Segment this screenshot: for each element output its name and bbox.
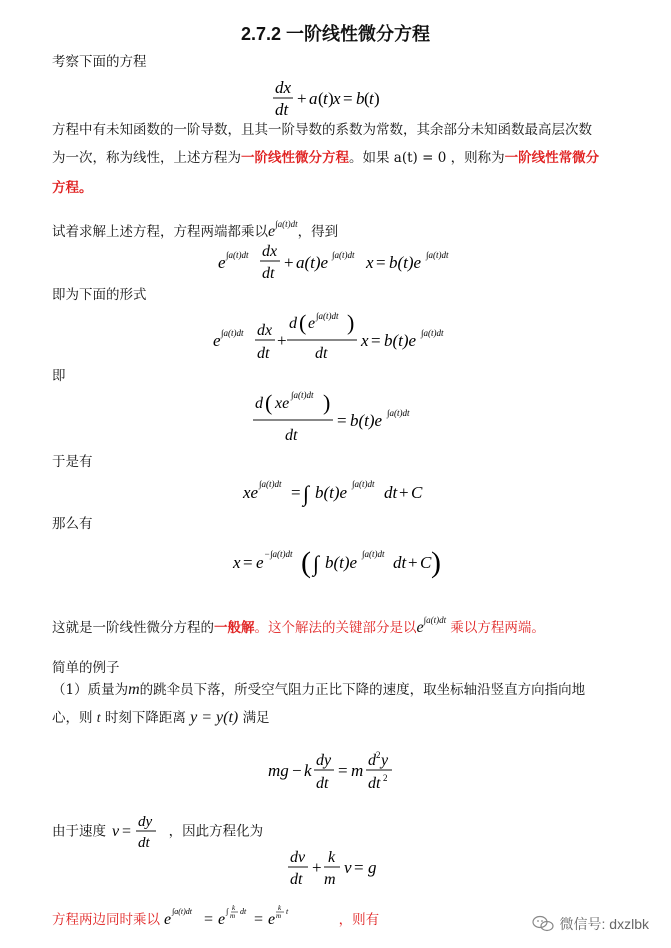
svg-text:(: ( bbox=[298, 310, 306, 335]
para1-text-c: 。如果 a(t) = 0 ，则称为 bbox=[349, 150, 505, 166]
equation-2 bbox=[0, 240, 671, 288]
concl-text-b: 。这个解法的关键部分是以 bbox=[254, 620, 417, 636]
para3: 即为下面的形式 bbox=[52, 287, 147, 303]
para5: 于是有 bbox=[52, 454, 93, 470]
svg-text:∫a(t)dt: ∫a(t)dt bbox=[420, 328, 443, 338]
svg-text:a(t)e: a(t)e bbox=[295, 253, 328, 272]
svg-text:dt: dt bbox=[367, 775, 380, 792]
speed-a: 由于速度 bbox=[52, 823, 106, 840]
svg-text:v: v bbox=[112, 823, 120, 840]
svg-text:d: d bbox=[288, 315, 297, 332]
svg-text:g: g bbox=[367, 858, 376, 877]
svg-text:dt: dt bbox=[138, 835, 150, 851]
para6: 那么有 bbox=[52, 516, 93, 532]
svg-text:b(t)e: b(t)e bbox=[314, 483, 347, 502]
svg-text:e: e bbox=[268, 911, 276, 928]
svg-text:e: e bbox=[164, 911, 172, 928]
svg-text:C: C bbox=[419, 553, 431, 572]
svg-text:=: = bbox=[336, 411, 347, 430]
concl-text-c: 乘以方程两端。 bbox=[450, 620, 545, 636]
svg-text:dv: dv bbox=[289, 849, 305, 866]
svg-text:∫a(t)dt: ∫a(t)dt bbox=[386, 408, 409, 418]
svg-text:d: d bbox=[254, 395, 263, 412]
ex1-a: （1）质量为 bbox=[52, 682, 129, 698]
para2-end: ，得到 bbox=[297, 224, 339, 240]
svg-text:t: t bbox=[368, 89, 374, 108]
equation-5 bbox=[0, 474, 671, 514]
speed-b: ，因此方程化为 bbox=[168, 823, 264, 840]
svg-text:=: = bbox=[370, 331, 381, 350]
svg-text:∫: ∫ bbox=[302, 481, 309, 506]
svg-text:dt: dt bbox=[289, 871, 302, 888]
svg-text:k: k bbox=[232, 904, 236, 912]
para1-text: 为一次，称为线性，上述方程为 bbox=[52, 150, 241, 166]
svg-text:=: = bbox=[375, 253, 386, 272]
example-line2 bbox=[52, 708, 270, 728]
svg-text:b(t)e: b(t)e bbox=[349, 411, 382, 430]
svg-text:xe: xe bbox=[274, 395, 289, 412]
svg-text:b: b bbox=[355, 89, 364, 108]
svg-text:dt: dt bbox=[383, 483, 397, 502]
svg-text:(: ( bbox=[264, 390, 272, 415]
svg-text:=: = bbox=[204, 911, 214, 928]
svg-text:): ) bbox=[430, 546, 441, 579]
svg-text:+: + bbox=[311, 858, 322, 877]
svg-text:2: 2 bbox=[382, 773, 387, 783]
svg-text:dt: dt bbox=[315, 775, 328, 792]
svg-text:dy: dy bbox=[315, 752, 331, 769]
term-const-end: 方程。 bbox=[52, 180, 93, 196]
svg-text:∫: ∫ bbox=[226, 907, 229, 916]
svg-text:∫a(t)dt: ∫a(t)dt bbox=[225, 250, 248, 260]
para2-text: 试着求解上述方程，方程两端都乘以 bbox=[52, 224, 268, 240]
math-m: m bbox=[128, 681, 140, 698]
svg-text:+: + bbox=[276, 331, 287, 350]
ex1-e: 满足 bbox=[242, 710, 270, 726]
svg-text:x: x bbox=[360, 331, 369, 350]
svg-text:dx: dx bbox=[261, 243, 277, 260]
last-b: ，则有 bbox=[338, 912, 380, 928]
svg-text:−: − bbox=[291, 761, 302, 780]
example-title: 简单的例子 bbox=[52, 660, 120, 676]
svg-text:dt: dt bbox=[284, 427, 297, 444]
svg-text:dt: dt bbox=[256, 345, 269, 362]
svg-text:=: = bbox=[353, 858, 364, 877]
svg-text:dt: dt bbox=[392, 553, 406, 572]
multiplier-formula bbox=[164, 902, 334, 932]
last-line bbox=[52, 902, 379, 932]
watermark-text: 微信号: dxzlbk bbox=[559, 916, 649, 932]
svg-text:dt: dt bbox=[314, 345, 327, 362]
example-line1 bbox=[52, 680, 585, 700]
svg-text:dx: dx bbox=[256, 322, 272, 339]
equation-8 bbox=[0, 846, 671, 894]
math-y: y = y(t) bbox=[190, 709, 239, 726]
svg-text:e: e bbox=[307, 315, 315, 332]
term-general-solution: 一般解 bbox=[214, 620, 255, 636]
svg-text:∫: ∫ bbox=[312, 551, 319, 576]
svg-text:x: x bbox=[332, 89, 341, 108]
svg-text:∫a(t)dt: ∫a(t)dt bbox=[315, 311, 338, 321]
equation-1 bbox=[0, 78, 671, 124]
svg-text:m: m bbox=[350, 761, 363, 780]
svg-text:k: k bbox=[327, 849, 335, 866]
intro-text: 考察下面的方程 bbox=[52, 54, 147, 70]
svg-text:+: + bbox=[398, 483, 409, 502]
svg-text:=: = bbox=[122, 823, 132, 840]
svg-text:(: ( bbox=[300, 546, 311, 579]
watermark bbox=[532, 914, 649, 934]
para4: 即 bbox=[52, 368, 66, 384]
concl-text-a: 这就是一阶线性微分方程的 bbox=[52, 620, 214, 636]
equation-4 bbox=[0, 386, 671, 452]
svg-text:C: C bbox=[410, 483, 422, 502]
svg-text:e: e bbox=[255, 553, 264, 572]
svg-text:−∫a(t)dt: −∫a(t)dt bbox=[263, 549, 293, 559]
svg-text:∫a(t)dt: ∫a(t)dt bbox=[290, 390, 313, 400]
svg-text:=: = bbox=[342, 89, 353, 108]
svg-text:=: = bbox=[290, 483, 301, 502]
svg-text:d: d bbox=[367, 752, 376, 769]
svg-text:m: m bbox=[323, 871, 336, 888]
svg-text:e: e bbox=[218, 911, 226, 928]
svg-text:dx: dx bbox=[274, 78, 291, 97]
svg-text:b(t)e: b(t)e bbox=[388, 253, 421, 272]
svg-text:): ) bbox=[346, 310, 354, 335]
svg-text:b(t)e: b(t)e bbox=[324, 553, 357, 572]
svg-text:+: + bbox=[407, 553, 418, 572]
svg-text:∫a(t)dt: ∫a(t)dt bbox=[351, 479, 374, 489]
svg-text:=: = bbox=[254, 911, 264, 928]
svg-text:m: m bbox=[230, 912, 236, 920]
svg-text:(: ( bbox=[317, 89, 324, 108]
svg-text:dy: dy bbox=[138, 814, 153, 830]
equation-7 bbox=[0, 748, 671, 798]
term-const: 一阶线性常微分 bbox=[504, 150, 600, 166]
svg-text:∫a(t)dt: ∫a(t)dt bbox=[172, 907, 193, 916]
conclusion: 这就是一阶线性微分方程的一般解。这个解法的关键部分是以$e^{\int a(t)dt}$ 乘以方程两端。 bbox=[52, 615, 545, 636]
equation-6 bbox=[0, 538, 671, 590]
svg-text:e: e bbox=[217, 253, 226, 272]
svg-text:): ) bbox=[327, 89, 334, 108]
svg-text:e: e bbox=[212, 331, 221, 350]
svg-text:2: 2 bbox=[375, 750, 380, 760]
svg-text:v: v bbox=[343, 858, 352, 877]
svg-text:k: k bbox=[303, 761, 312, 780]
svg-text:m: m bbox=[276, 912, 282, 920]
wechat-icon bbox=[532, 915, 554, 933]
svg-text:a: a bbox=[308, 89, 317, 108]
svg-text:t: t bbox=[322, 89, 328, 108]
para2: 试着求解上述方程，方程两端都乘以$e^{\int a(t)dt}$，得到 bbox=[52, 219, 339, 240]
svg-text:∫a(t)dt: ∫a(t)dt bbox=[425, 250, 448, 260]
svg-text:∫a(t)dt: ∫a(t)dt bbox=[258, 479, 281, 489]
svg-text:y: y bbox=[380, 752, 388, 769]
math-t: t bbox=[96, 710, 101, 725]
svg-text:=: = bbox=[242, 553, 253, 572]
svg-text:(: ( bbox=[363, 89, 370, 108]
svg-text:xe: xe bbox=[242, 483, 258, 502]
svg-text:x: x bbox=[232, 553, 241, 572]
term-linear: 一阶线性微分方程 bbox=[241, 150, 349, 166]
last-a: 方程两边同时乘以 bbox=[52, 912, 160, 928]
svg-text:k: k bbox=[278, 904, 282, 912]
svg-text:∫a(t)dt: ∫a(t)dt bbox=[361, 549, 384, 559]
svg-text:dt: dt bbox=[274, 100, 288, 119]
svg-text:): ) bbox=[322, 390, 330, 415]
para1-line1: 方程中有未知函数的一阶导数，且其一阶导数的系数为常数，其余部分未知函数最高层次数 bbox=[52, 122, 592, 138]
page-title: 2.7.2 一阶线性微分方程 bbox=[240, 24, 431, 44]
svg-text:+: + bbox=[283, 253, 294, 272]
equation-3 bbox=[0, 308, 671, 370]
ex1-b: 的跳伞员下落，所受空气阻力正比下降的速度，取坐标轴沿竖直方向指向地 bbox=[139, 682, 586, 698]
svg-text:∫a(t)dt: ∫a(t)dt bbox=[220, 328, 243, 338]
ex1-c: 心，则 bbox=[52, 710, 93, 726]
svg-text:b(t)e: b(t)e bbox=[383, 331, 416, 350]
svg-text:t: t bbox=[286, 907, 289, 916]
ex1-d: 时刻下降距离 bbox=[104, 710, 186, 726]
svg-text:dt: dt bbox=[261, 265, 274, 282]
svg-text:+: + bbox=[296, 89, 307, 108]
svg-text:x: x bbox=[365, 253, 374, 272]
svg-text:∫a(t)dt: ∫a(t)dt bbox=[331, 250, 354, 260]
para1-line2 bbox=[52, 148, 599, 168]
svg-text:=: = bbox=[337, 761, 348, 780]
svg-text:dt: dt bbox=[240, 907, 247, 916]
svg-text:): ) bbox=[373, 89, 380, 108]
svg-text:mg: mg bbox=[267, 761, 289, 780]
